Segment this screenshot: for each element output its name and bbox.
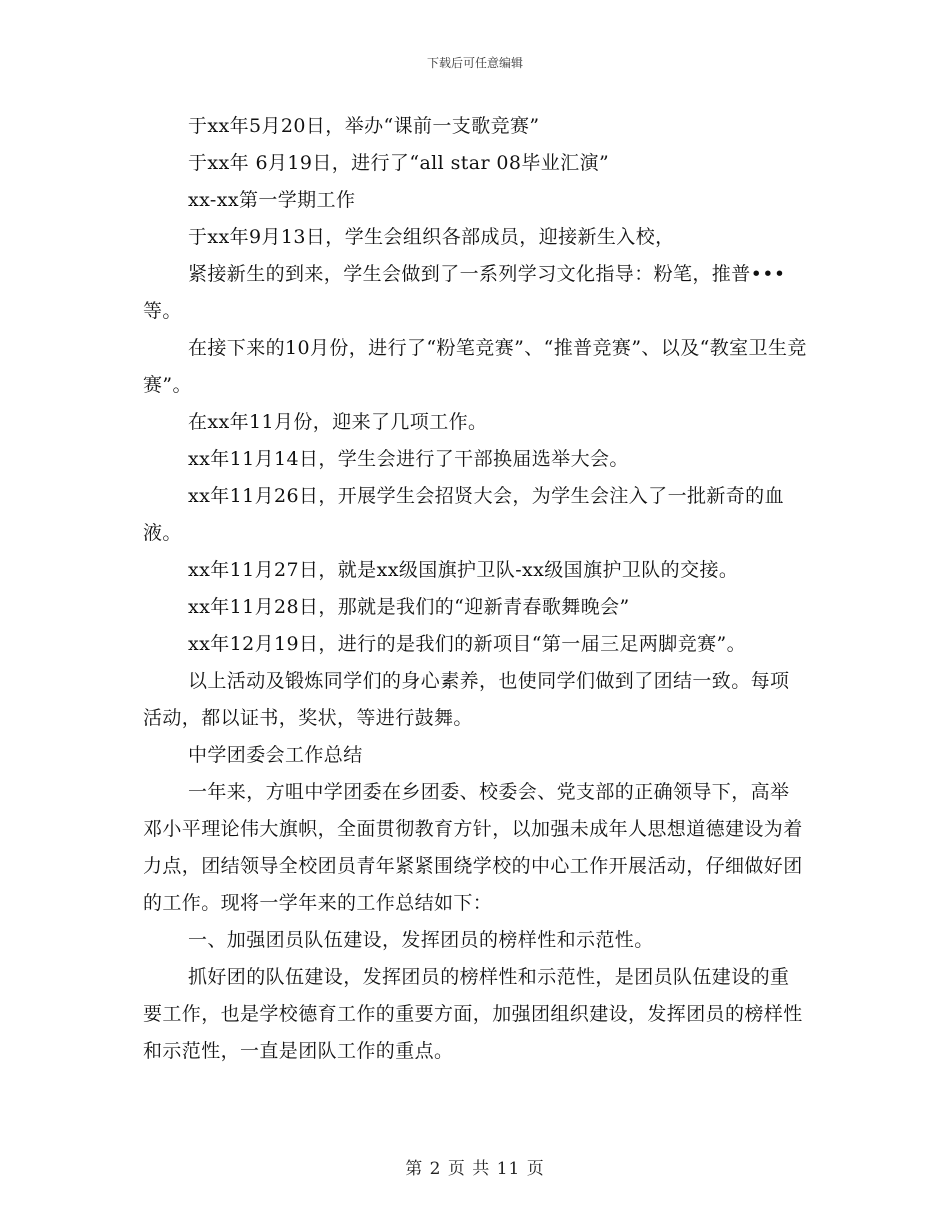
paragraph: xx年11月28日，那就是我们的“迎新青春歌舞晚会” [188,596,630,618]
paragraph: xx年11月14日，学生会进行了干部换届选举大会。 [188,448,629,470]
section-heading: 中学团委会工作总结 [188,744,363,766]
section-heading: 一、加强团员队伍建设，发挥团员的榜样性和示范性。 [188,929,654,951]
paragraph: 于xx年 6月19日，进行了“all star 08毕业汇演” [188,152,610,174]
paragraph: xx年11月26日，开展学生会招贤大会，为学生会注入了一批新奇的血液。 [143,485,784,544]
paragraph: 一年来，方咀中学团委在乡团委、校委会、党支部的正确领导下，高举邓小平理论伟大旗帜，全面贯彻教育方针，以加强未成年人思想道德建设为着力点，团结领导全校团员青年紧紧围绕学校的中心工作开展活动，仔细做好团的工作。现将一学年来的工作总结如下： [143,781,803,914]
document-body [143,108,808,1070]
paragraph: 于xx年9月13日，学生会组织各部成员，迎接新生入校， [188,226,675,248]
page-number-footer: 第 2 页 共 11 页 [405,1159,545,1179]
paragraph: xx年11月27日，就是xx级国旗护卫队-xx级国旗护卫队的交接。 [188,559,739,581]
paragraph: 在接下来的10月份，进行了“粉笔竞赛”、“推普竞赛”、以及“教室卫生竞赛”。 [143,337,807,396]
paragraph: 以上活动及锻炼同学们的身心素养，也使同学们做到了团结一致。每项活动，都以证书，奖状，等进行鼓舞。 [143,670,790,729]
paragraph: xx年12月19日，进行的是我们的新项目“第一届三足两脚竞赛”。 [188,633,747,655]
paragraph: 紧接新生的到来，学生会做到了一系列学习文化指导：粉笔，推普•••等。 [143,263,786,322]
page-header: 下载后可任意编辑 [426,56,523,70]
paragraph: 抓好团的队伍建设，发挥团员的榜样性和示范性，是团员队伍建设的重要工作，也是学校德育工作的重要方面，加强团组织建设，发挥团员的榜样性和示范性，一直是团队工作的重点。 [143,966,803,1062]
section-heading: xx-xx第一学期工作 [188,189,356,211]
paragraph: 在xx年11月份，迎来了几项工作。 [188,411,488,433]
paragraph: 于xx年5月20日，举办“课前一支歌竞赛” [188,115,540,137]
